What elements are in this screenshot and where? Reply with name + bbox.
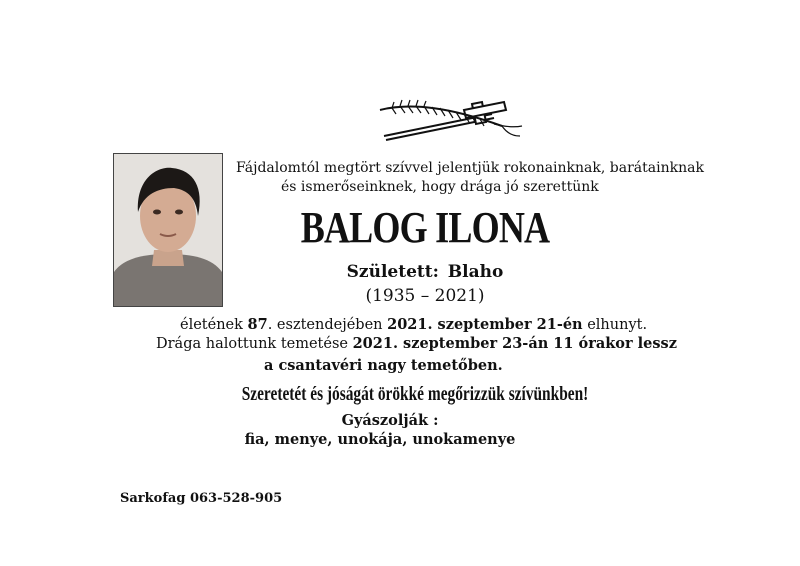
mourners-title: Gyászolják : (341, 412, 439, 429)
death-line-mid: . esztendejében (267, 317, 388, 333)
age-value: 87 (247, 316, 268, 333)
cross-with-palm-frond-icon (372, 96, 532, 144)
death-line-prefix: életének (180, 317, 248, 333)
death-line-suffix: elhunyt. (582, 317, 648, 333)
funeral-place: a csantavéri nagy temetőben. (264, 357, 503, 374)
intro-line-2: és ismerőseinknek, hogy drága jó szerettünk (281, 179, 599, 195)
mourners-list: fia, menye, unokája, unokamenye (244, 431, 516, 448)
portrait-photo (113, 153, 223, 307)
death-line (180, 316, 647, 333)
funeral-line (156, 335, 677, 352)
life-years: (1935 – 2021) (365, 286, 485, 306)
funeral-home-contact: Sarkofag 063-528-905 (120, 491, 283, 506)
funeral-line-prefix: Drága halottunk temetése (156, 336, 353, 352)
funeral-date: 2021. szeptember 23-án 11 órakor lessz (352, 335, 677, 352)
intro-line-1: Fájdalomtól megtört szívvel jelentjük rokonainknak, barátainknak (236, 160, 704, 176)
motto: Szeretetét és jóságát örökké megőrizzük szívünkben! (241, 383, 589, 405)
deceased-name: BALOG ILONA (300, 203, 550, 252)
maiden-name: Született: Blaho (346, 262, 504, 282)
death-date: 2021. szeptember 21-én (387, 316, 583, 333)
portrait-illustration (114, 154, 222, 306)
